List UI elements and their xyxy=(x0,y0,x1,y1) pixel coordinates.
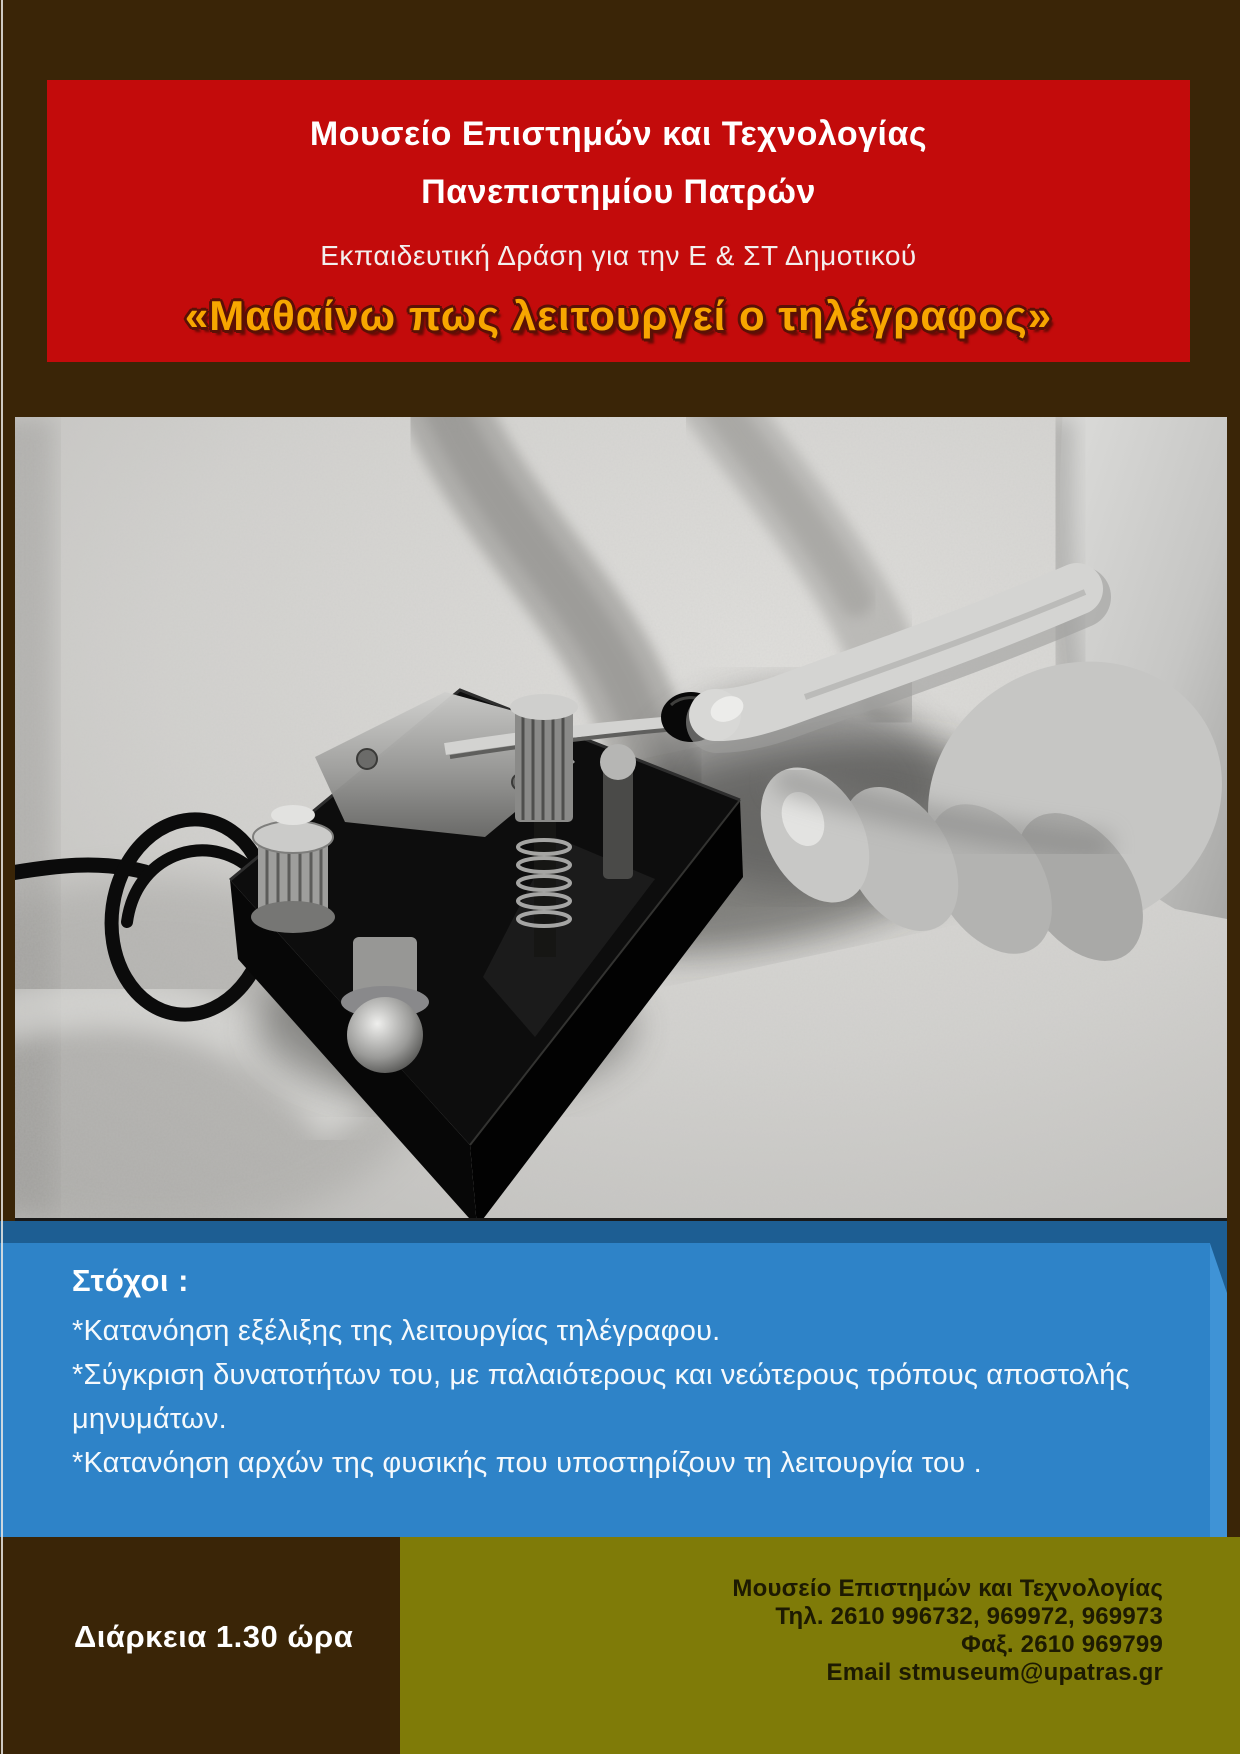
duration-label: Διάρκεια 1.30 ώρα xyxy=(74,1619,354,1654)
header-box xyxy=(47,80,1190,362)
activity-title: «Μαθαίνω πως λειτουργεί ο τηλέγραφος» xyxy=(184,292,1053,339)
contact-fax: Φαξ. 2610 969799 xyxy=(961,1631,1163,1658)
telegraph-photo xyxy=(15,417,1227,1221)
museum-title-line2: Πανεπιστημίου Πατρών xyxy=(421,173,816,211)
museum-title-line1: Μουσείο Επιστημών και Τεχνολογίας xyxy=(309,115,928,153)
contact-box xyxy=(400,1537,1240,1754)
contact-email: Email stmuseum@upatras.gr xyxy=(826,1659,1163,1686)
contact-phone: Τηλ. 2610 996732, 969972, 969973 xyxy=(775,1603,1163,1630)
goals-heading: Στόχοι : xyxy=(72,1263,189,1298)
goal-line-2: *Σύγκριση δυνατοτήτων του, με παλαιότερους και νεώτερους τρόπους αποστολής xyxy=(72,1359,1130,1391)
goals-box xyxy=(0,1221,1227,1537)
contact-museum-name: Μουσείο Επιστημών και Τεχνολογίας xyxy=(732,1575,1163,1602)
page-left-edge xyxy=(1,0,3,1754)
goal-line-3: *Κατανόηση αρχών της φυσικής που υποστηρίζουν τη λειτουργία του . xyxy=(72,1447,982,1479)
telegraph-photo-illustration xyxy=(15,417,1227,1218)
education-subtitle: Εκπαιδευτική Δράση για την Ε & ΣΤ Δημοτικού xyxy=(320,240,917,271)
goal-line-1: *Κατανόηση εξέλιξης της λειτουργίας τηλέγραφου. xyxy=(72,1315,721,1347)
goals-content xyxy=(0,1221,1227,1485)
goal-line-2-cont: μηνυμάτων. xyxy=(72,1403,227,1435)
